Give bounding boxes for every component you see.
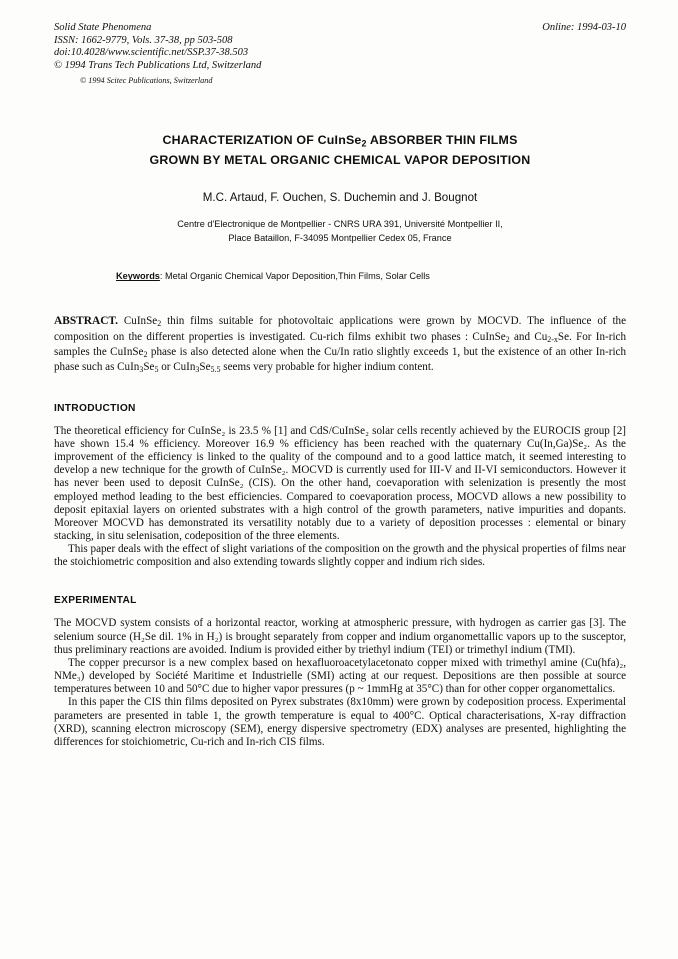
doi-line: doi:10.4028/www.scientific.net/SSP.37-38.503 [54,47,249,59]
keywords [116,271,626,281]
issn-line: ISSN: 1662-9779, Vols. 37-38, pp 503-508 [54,34,233,46]
title-line-1-a: CHARACTERIZATION OF CuInSe [162,132,362,147]
paragraph: In this paper the CIS thin films deposited on Pyrex substrates (8x10mm) were grown by codeposition process. Experimental parameters are presented in table 1, the growth temperature is equal to 400°C. Optical characterisations, X-ray diffraction (XRD), scanning electron microscopy (SEM), energy dispersive spectrometry (EDX) analyses are presented, highlighting the differences for stoichiometric, Cu-rich and In-rich CIS films. [54,696,626,748]
title-subscript: 2 [361,138,367,149]
abstract [54,315,626,376]
author-list: M.C. Artaud, F. Ouchen, S. Duchemin and J. Bougnot [202,191,478,205]
title-line-1-b: ABSORBER THIN FILMS [366,132,518,147]
copyright-line: © 1994 Trans Tech Publications Ltd, Switzerland [54,59,262,71]
online-date: Online: 1994-03-10 [542,22,626,33]
paragraph: This paper deals with the effect of slight variations of the composition on the growth and the physical properties of films near the stoichiometric composition and also extending towards slightly copper and indium rich sides. [54,543,626,569]
keywords-label: Keywords [116,271,160,282]
abstract-label: ABSTRACT. [54,315,119,328]
affiliation [54,218,626,245]
masthead [54,22,626,88]
abstract-t2: thin films suitable for photovoltaic applications were grown by MOCVD. The influence of the composition on the different properties is investigated. Cu-rich films exhibit two phases : CuInSe [54,315,627,343]
title-line-1 [54,132,626,152]
abstract-sub-4: 2 [143,350,148,360]
keywords-value: : Metal Organic Chemical Vapor Deposition,Thin Films, Solar Cells [159,271,430,282]
title-line-2: GROWN BY METAL ORGANIC CHEMICAL VAPOR DEPOSITION [149,153,531,168]
abstract-sub-7: 3 [195,365,200,375]
journal-name: Solid State Phenomena [54,22,152,33]
abstract-sub-5: 3 [139,365,144,375]
abstract-sub-1: 2 [157,319,162,329]
page-title [54,132,626,169]
abstract-t6: Se [143,361,155,374]
abstract-t7: or CuIn [158,361,196,374]
abstract-t1: CuInSe [118,315,158,328]
paragraph: The theoretical efficiency for CuInSe₂ is 23.5 % [1] and CdS/CuInSe₂ solar cells recently achieved by the EUROCIS group [2] have shown 15.4 % efficiency. Moreover 16.9 % efficiency has been reached with the quaternary Cu(In,Ga)Se₂. As the improvement of the efficiency is linked to the quality of the compound and to a good lattice match, it seemed interesting to develop a new technique for the growth of CuInSe₂. MOCVD is currently used for III-V and II-VI semiconductors. However it has never been used to deposit CuInSe₂ (CIS). On the other hand, coevaporation with selenization is presently the most employed method leading to the best efficiencies. Compared to coevaporation process, MOCVD allows a new possibility to deposit epitaxial layers on oriented substrates with a high control of the growth parameters, native impurities and dopants. Moreover MOCVD has demonstrated its versatility notably due to a variety of deposition processes : elemental or binary stacking, in situ selenisation, codeposition of the three elements. [54,424,626,543]
paragraph: The MOCVD system consists of a horizontal reactor, working at atmospheric pressure, with hydrogen as carrier gas [3]. The selenium source (H₂Se dil. 1% in H₂) is brought separately from copper and indium organomettallic vapors up to the susceptor, thus preliminary reactions are avoided. Indium is provided either by triethyl indium (TEI) or trimethyl indium (TMI). [54,617,626,656]
abstract-t3: and Cu [509,330,548,343]
abstract-sub-2: 2 [505,335,510,345]
section-heading-experimental: EXPERIMENTAL [54,595,137,607]
paragraph: The copper precursor is a new complex based on hexafluoroacetylacetonato copper mixed with trimethyl amine (Cu(hfa)₂, NMe₃) developed by Société Maritime et Industrielle (SMI) acting at our request. Depositions are then possible at source temperatures between 10 and 50°C due to higher vapor pressures (p ~ 1mmHg at 35°C) than for other copper organomettalics. [54,656,626,696]
abstract-sub-6: 5 [154,365,159,375]
abstract-sub-3: 2-x [547,335,558,345]
affiliation-line-2: Place Bataillon, F-34095 Montpellier Cedex 05, France [228,232,452,243]
abstract-sub-8: 5.5 [210,365,221,375]
abstract-t8: Se [199,361,211,374]
page-content [54,22,626,749]
abstract-t9: seems very probable for higher indium content. [220,361,434,374]
abstract-t4: Se. For In-rich samples the CuInSe [54,330,626,359]
abstract-t5: phase is also detected alone when the Cu/In ratio slightly exceeds 1, but the existence of an other In-rich phase such as CuIn [54,346,626,374]
section-heading-introduction: INTRODUCTION [54,402,136,414]
affiliation-line-1: Centre d'Electronique de Montpellier - CNRS URA 391, Université Montpellier II, [177,219,503,230]
publisher-line: © 1994 Scitec Publications, Switzerland [80,76,213,86]
